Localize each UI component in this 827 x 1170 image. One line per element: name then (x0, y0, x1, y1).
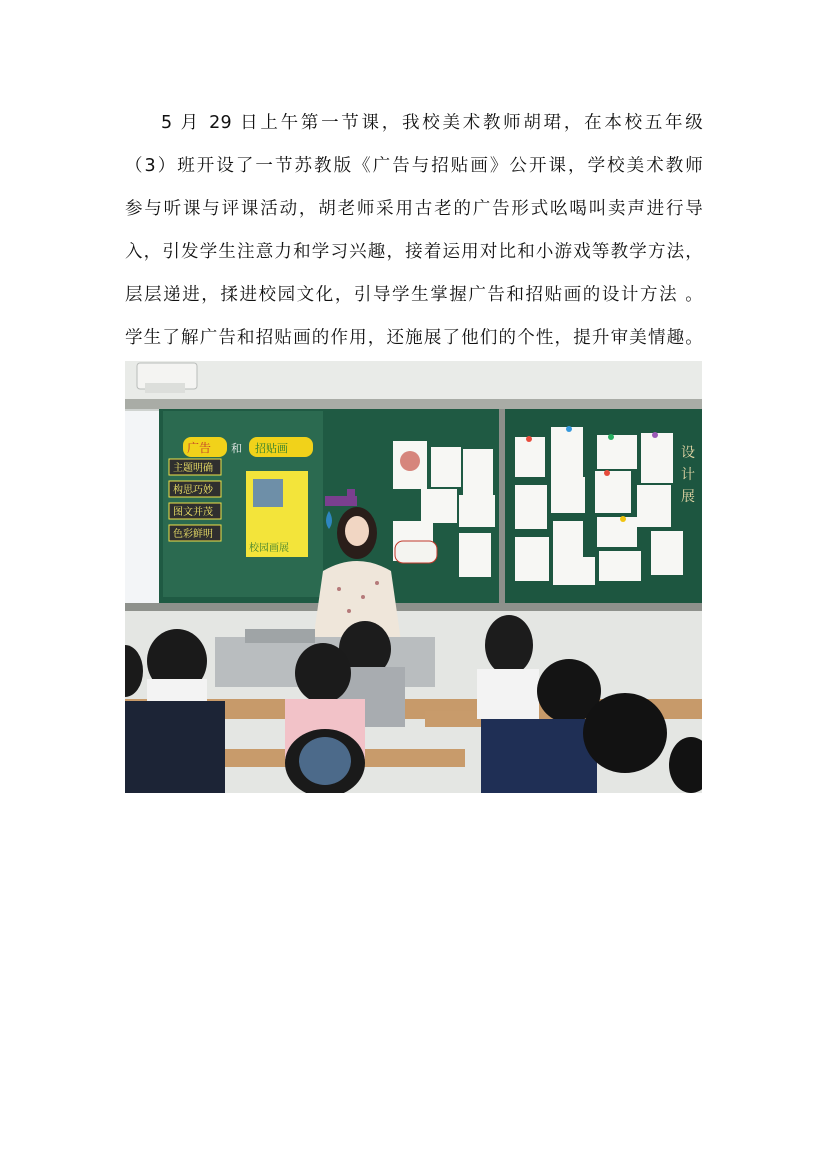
classroom-photo (125, 361, 702, 793)
board-side-char-1: 设 (681, 445, 695, 461)
poster-text: 校园画展 (249, 543, 289, 554)
paragraph-line-1: 5 月 29 日上午第一节课，我校美术教师胡珺，在本校五年级 (161, 113, 703, 133)
board-title-and: 和 (231, 442, 242, 455)
board-side-char-3: 展 (681, 489, 695, 505)
board-side-char-2: 计 (681, 467, 695, 483)
paragraph-line-3: 参与听课与评课活动，胡老师采用古老的广告形式吆喝叫卖声进行导 (125, 199, 703, 219)
board-item-3: 图文并茂 (173, 507, 213, 518)
board-title-advert: 广告 (187, 441, 212, 455)
classroom-photo-illustration (125, 361, 702, 793)
board-item-1: 主题明确 (173, 463, 213, 474)
board-item-4: 色彩鲜明 (173, 529, 213, 540)
paragraph-line-2: （3）班开设了一节苏教版《广告与招贴画》公开课，学校美术教师 (125, 156, 703, 176)
paragraph-line-5: 层层递进，揉进校园文化，引导学生掌握广告和招贴画的设计方法 。 (125, 285, 703, 305)
paragraph-line-4: 入，引发学生注意力和学习兴趣，接着运用对比和小游戏等教学方法， (125, 242, 703, 262)
board-title-poster: 招贴画 (255, 442, 288, 455)
board-item-2: 构思巧妙 (173, 485, 213, 496)
paragraph-line-6: 学生了解广告和招贴画的作用，还施展了他们的个性，提升审美情趣。 (125, 328, 703, 348)
